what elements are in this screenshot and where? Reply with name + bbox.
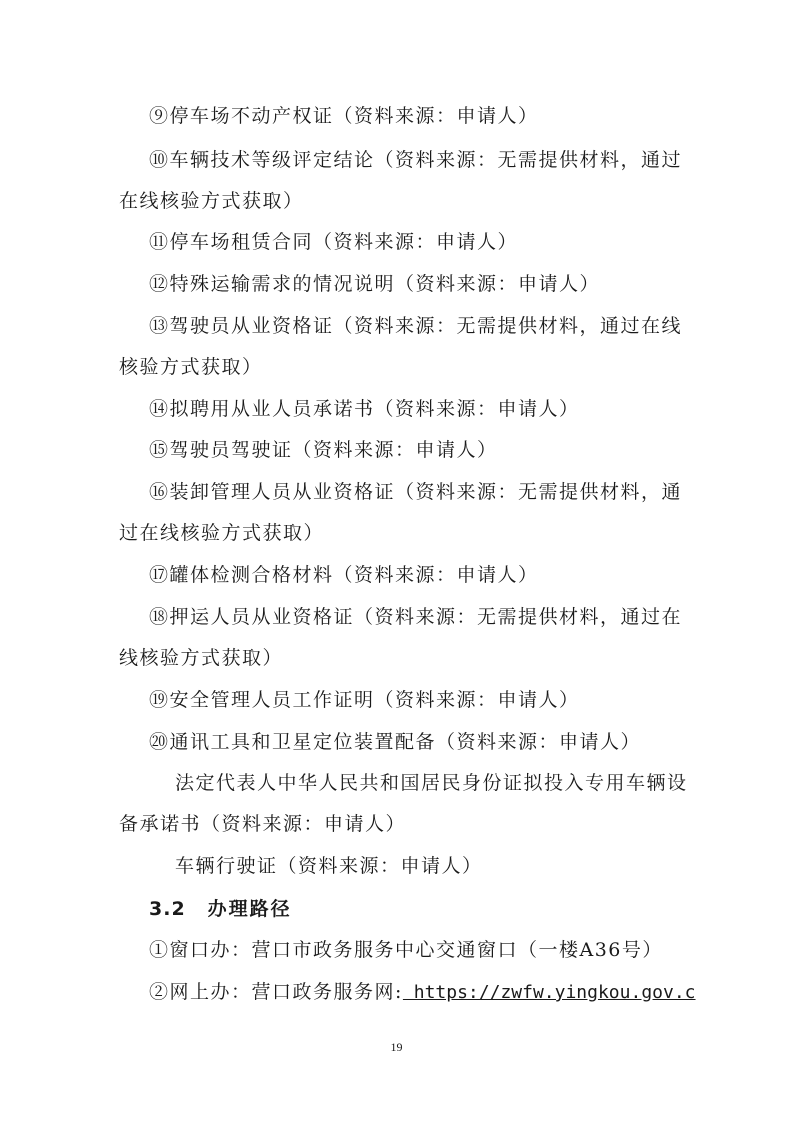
list-item: ⑳通讯工具和卫星定位装置配备（资料来源：申请人）	[149, 731, 642, 753]
list-item-continuation: 线核验方式获取）	[119, 647, 284, 669]
online-path-label: ②网上办：营口政务服务网:	[149, 981, 403, 1003]
section-number: 3.2	[149, 898, 186, 920]
list-item-continuation: 过在线核验方式获取）	[119, 522, 325, 544]
list-item: ⑲安全管理人员工作证明（资料来源：申请人）	[149, 689, 580, 711]
online-portal-link[interactable]: https://zwfw.yingkou.gov.c	[402, 982, 696, 1003]
list-item: ⑫特殊运输需求的情况说明（资料来源：申请人）	[149, 273, 601, 295]
list-item-continuation: 在线核验方式获取）	[119, 190, 304, 212]
page-number: 19	[390, 1040, 403, 1054]
list-item: ⑯装卸管理人员从业资格证（资料来源：无需提供材料，通	[149, 481, 683, 503]
list-item: ⑬驾驶员从业资格证（资料来源：无需提供材料，通过在线	[149, 315, 683, 337]
list-item: ⑱押运人员从业资格证（资料来源：无需提供材料，通过在	[149, 606, 683, 628]
section-heading	[149, 897, 292, 921]
window-path: ①窗口办：营口市政务服务中心交通窗口（一楼A36号）	[149, 939, 663, 961]
list-item-continuation: 核验方式获取）	[119, 356, 263, 378]
list-item: ⑩车辆技术等级评定结论（资料来源：无需提供材料，通过	[149, 149, 683, 171]
list-item: ⑪停车场租赁合同（资料来源：申请人）	[149, 231, 519, 253]
list-item: ⑭拟聘用从业人员承诺书（资料来源：申请人）	[149, 398, 580, 420]
paragraph-line: 车辆行驶证（资料来源：申请人）	[175, 855, 483, 877]
list-item: ⑰罐体检测合格材料（资料来源：申请人）	[149, 564, 539, 586]
paragraph-line: 法定代表人中华人民共和国居民身份证拟投入专用车辆设	[175, 772, 688, 794]
section-title: 办理路径	[207, 898, 292, 920]
online-path	[149, 980, 696, 1005]
list-item: ⑨停车场不动产权证（资料来源：申请人）	[149, 105, 539, 127]
paragraph-line: 备承诺书（资料来源：申请人）	[119, 813, 407, 835]
list-item: ⑮驾驶员驾驶证（资料来源：申请人）	[149, 439, 498, 461]
